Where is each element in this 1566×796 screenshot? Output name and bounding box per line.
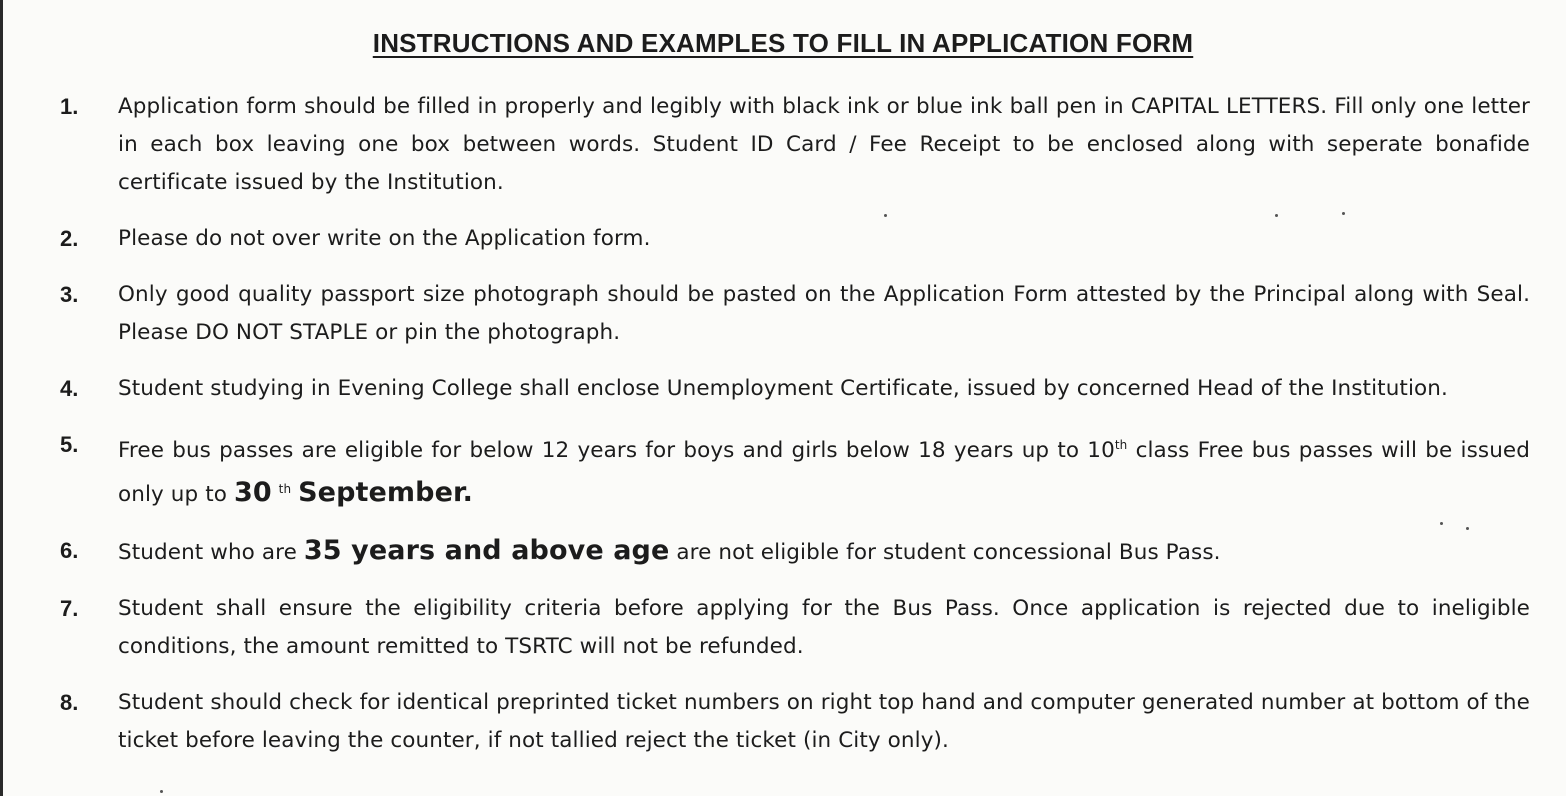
- instruction-item-7: [60, 590, 1530, 666]
- item-text: [118, 426, 1530, 514]
- item-text: [118, 532, 1530, 572]
- instruction-item-6: [60, 532, 1530, 572]
- item-text-part: class Free bus passes will be issued only up to: [118, 438, 1530, 508]
- scan-speck: [884, 214, 887, 217]
- emphasis-date-day: 30: [233, 477, 272, 509]
- superscript: th: [1114, 438, 1128, 452]
- item-text-part: are not eligible for student concessional Bus Pass.: [669, 540, 1221, 566]
- instruction-list: [60, 88, 1530, 778]
- item-number: 6.: [60, 538, 79, 564]
- item-text-part: Free bus passes are eligible for below 12 years for boys and girls below 18 years up to 10: [118, 438, 1115, 464]
- superscript: th: [278, 482, 292, 497]
- instruction-item-2: [60, 220, 1530, 258]
- item-number: 4.: [60, 376, 79, 401]
- scan-speck: [160, 790, 163, 793]
- scan-speck: [1466, 527, 1469, 530]
- item-text: Student studying in Evening College shall enclose Unemployment Certificate, issued by concerned Head of the Institution.: [118, 376, 1448, 401]
- emphasis-date-month: September.: [298, 477, 473, 509]
- item-number: 5.: [60, 432, 79, 457]
- scan-speck: [1342, 212, 1345, 215]
- item-text: Student shall ensure the eligibility criteria before applying for the Bus Pass. Once application is rejected due to ineligible conditions, the amount remitted to TSRTC will not be refunded.: [118, 596, 1530, 660]
- emphasis-age: 35 years and above age: [303, 535, 670, 567]
- item-number: 1.: [60, 94, 79, 119]
- scan-speck: [1275, 214, 1278, 217]
- item-text: Application form should be filled in properly and legibly with black ink or blue ink ball pen in CAPITAL LETTERS. Fill only one letter in each box leaving one box between words. Student ID Card / Fee Receipt to be enclosed along with seperate bonafide certificate issued by the Institution.: [118, 94, 1530, 195]
- item-number: 2.: [60, 226, 79, 251]
- instruction-item-1: [60, 88, 1530, 202]
- item-number: 7.: [60, 596, 79, 622]
- instruction-item-5: [60, 426, 1530, 514]
- instruction-item-4: [60, 370, 1530, 408]
- item-number: 8.: [60, 690, 79, 716]
- item-text: Only good quality passport size photograph should be pasted on the Application Form attested by the Principal along with Seal. Please DO NOT STAPLE or pin the photograph.: [118, 282, 1530, 345]
- item-text: Please do not over write on the Application form.: [118, 226, 651, 251]
- item-text-part: Student who are: [118, 540, 304, 566]
- scan-speck: [1440, 522, 1443, 525]
- instruction-item-3: [60, 276, 1530, 352]
- item-text: Student should check for identical preprinted ticket numbers on right top hand and computer generated number at bottom of the ticket before leaving the counter, if not tallied reject the ticket (in City only).: [118, 690, 1530, 754]
- item-number: 3.: [60, 282, 79, 307]
- page-title: INSTRUCTIONS AND EXAMPLES TO FILL IN APPLICATION FORM: [372, 28, 1194, 58]
- instruction-item-8: [60, 684, 1530, 760]
- page-edge: [0, 0, 3, 796]
